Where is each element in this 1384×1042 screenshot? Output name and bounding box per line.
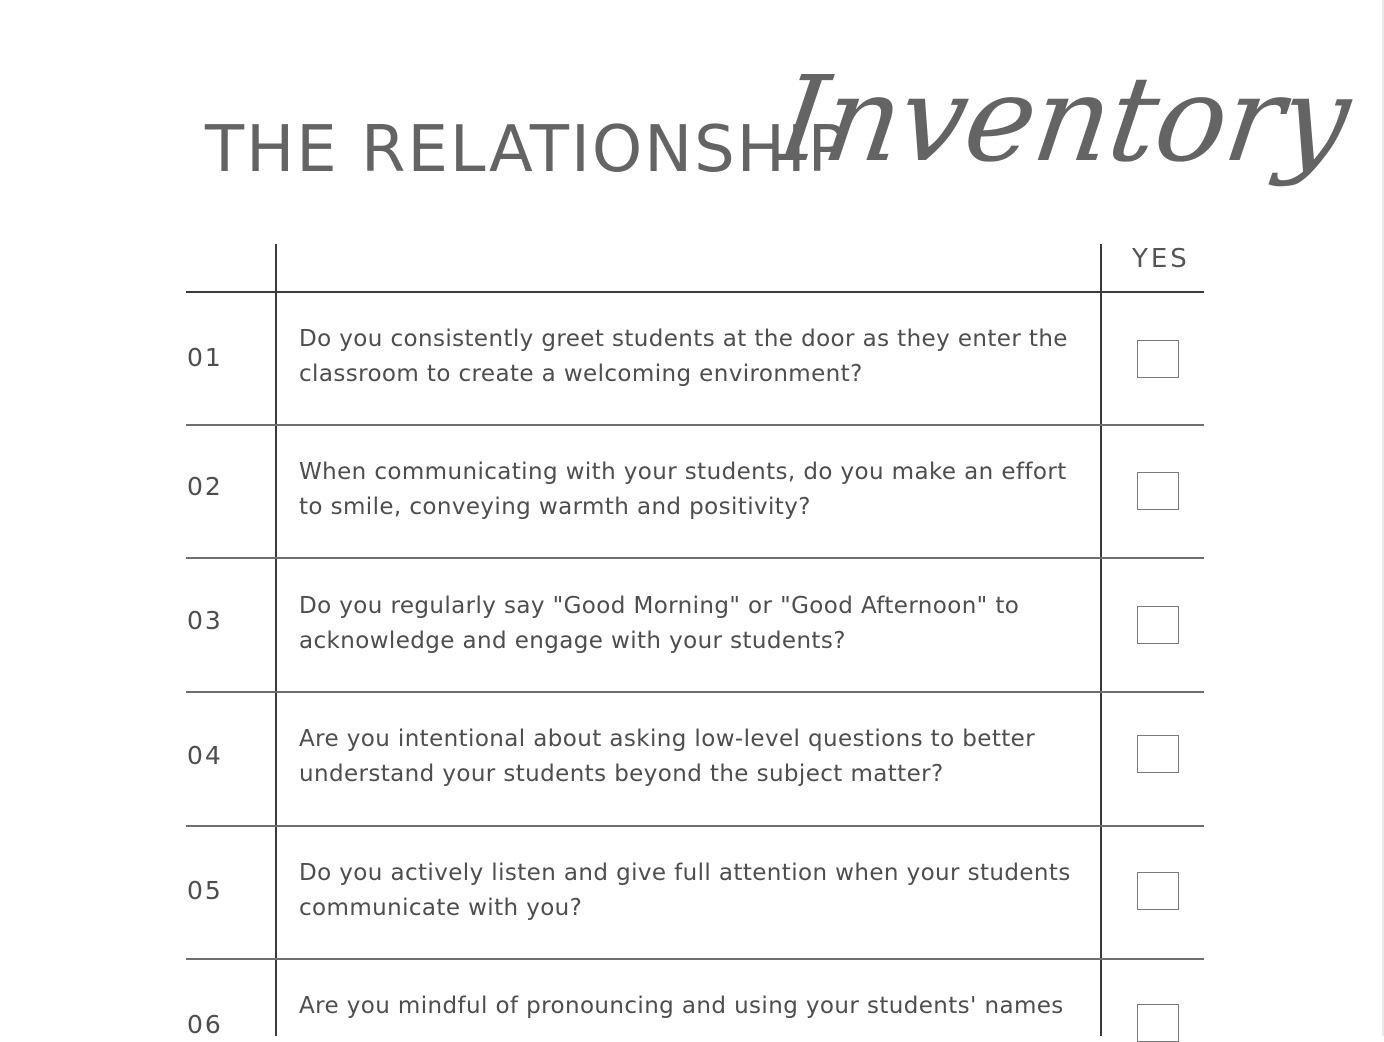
row-question: Do you regularly say "Good Morning" or "Good Afternoon" to acknowledge and engage with your students? bbox=[299, 593, 1020, 654]
column-divider-right bbox=[1100, 244, 1102, 1036]
row-question: Do you actively listen and give full attention when your students communicate with you? bbox=[299, 860, 1071, 921]
row-number: 04 bbox=[187, 741, 223, 770]
row-question: When communicating with your students, do you make an effort to smile, conveying warmth and positivity? bbox=[299, 459, 1067, 520]
yes-checkbox[interactable] bbox=[1137, 606, 1179, 644]
column-divider-left bbox=[275, 244, 277, 1036]
title-script-text: Inventory bbox=[770, 50, 1358, 188]
row-divider bbox=[186, 557, 1204, 559]
yes-checkbox[interactable] bbox=[1137, 735, 1179, 773]
header-divider bbox=[186, 291, 1204, 293]
title-main-text: THE RELATIONSHIP bbox=[205, 113, 849, 187]
row-number: 05 bbox=[187, 876, 223, 905]
row-divider bbox=[186, 691, 1204, 693]
yes-checkbox[interactable] bbox=[1137, 472, 1179, 510]
yes-checkbox[interactable] bbox=[1137, 872, 1179, 910]
row-question: Do you consistently greet students at the door as they enter the classroom to create a welcoming environment? bbox=[299, 326, 1068, 387]
yes-column-header: YES bbox=[1132, 244, 1190, 274]
row-number: 02 bbox=[187, 472, 223, 501]
row-question: Are you intentional about asking low-level questions to better understand your students beyond the subject matter? bbox=[299, 726, 1036, 787]
row-number: 06 bbox=[187, 1010, 223, 1039]
row-divider bbox=[186, 958, 1204, 960]
row-number: 03 bbox=[187, 606, 223, 635]
row-question: Are you mindful of pronouncing and using your students' names bbox=[299, 993, 1064, 1019]
row-divider bbox=[186, 825, 1204, 827]
row-divider bbox=[186, 424, 1204, 426]
page-title bbox=[0, 0, 1384, 240]
yes-checkbox[interactable] bbox=[1137, 340, 1179, 378]
row-number: 01 bbox=[187, 343, 223, 372]
yes-checkbox[interactable] bbox=[1137, 1004, 1179, 1042]
